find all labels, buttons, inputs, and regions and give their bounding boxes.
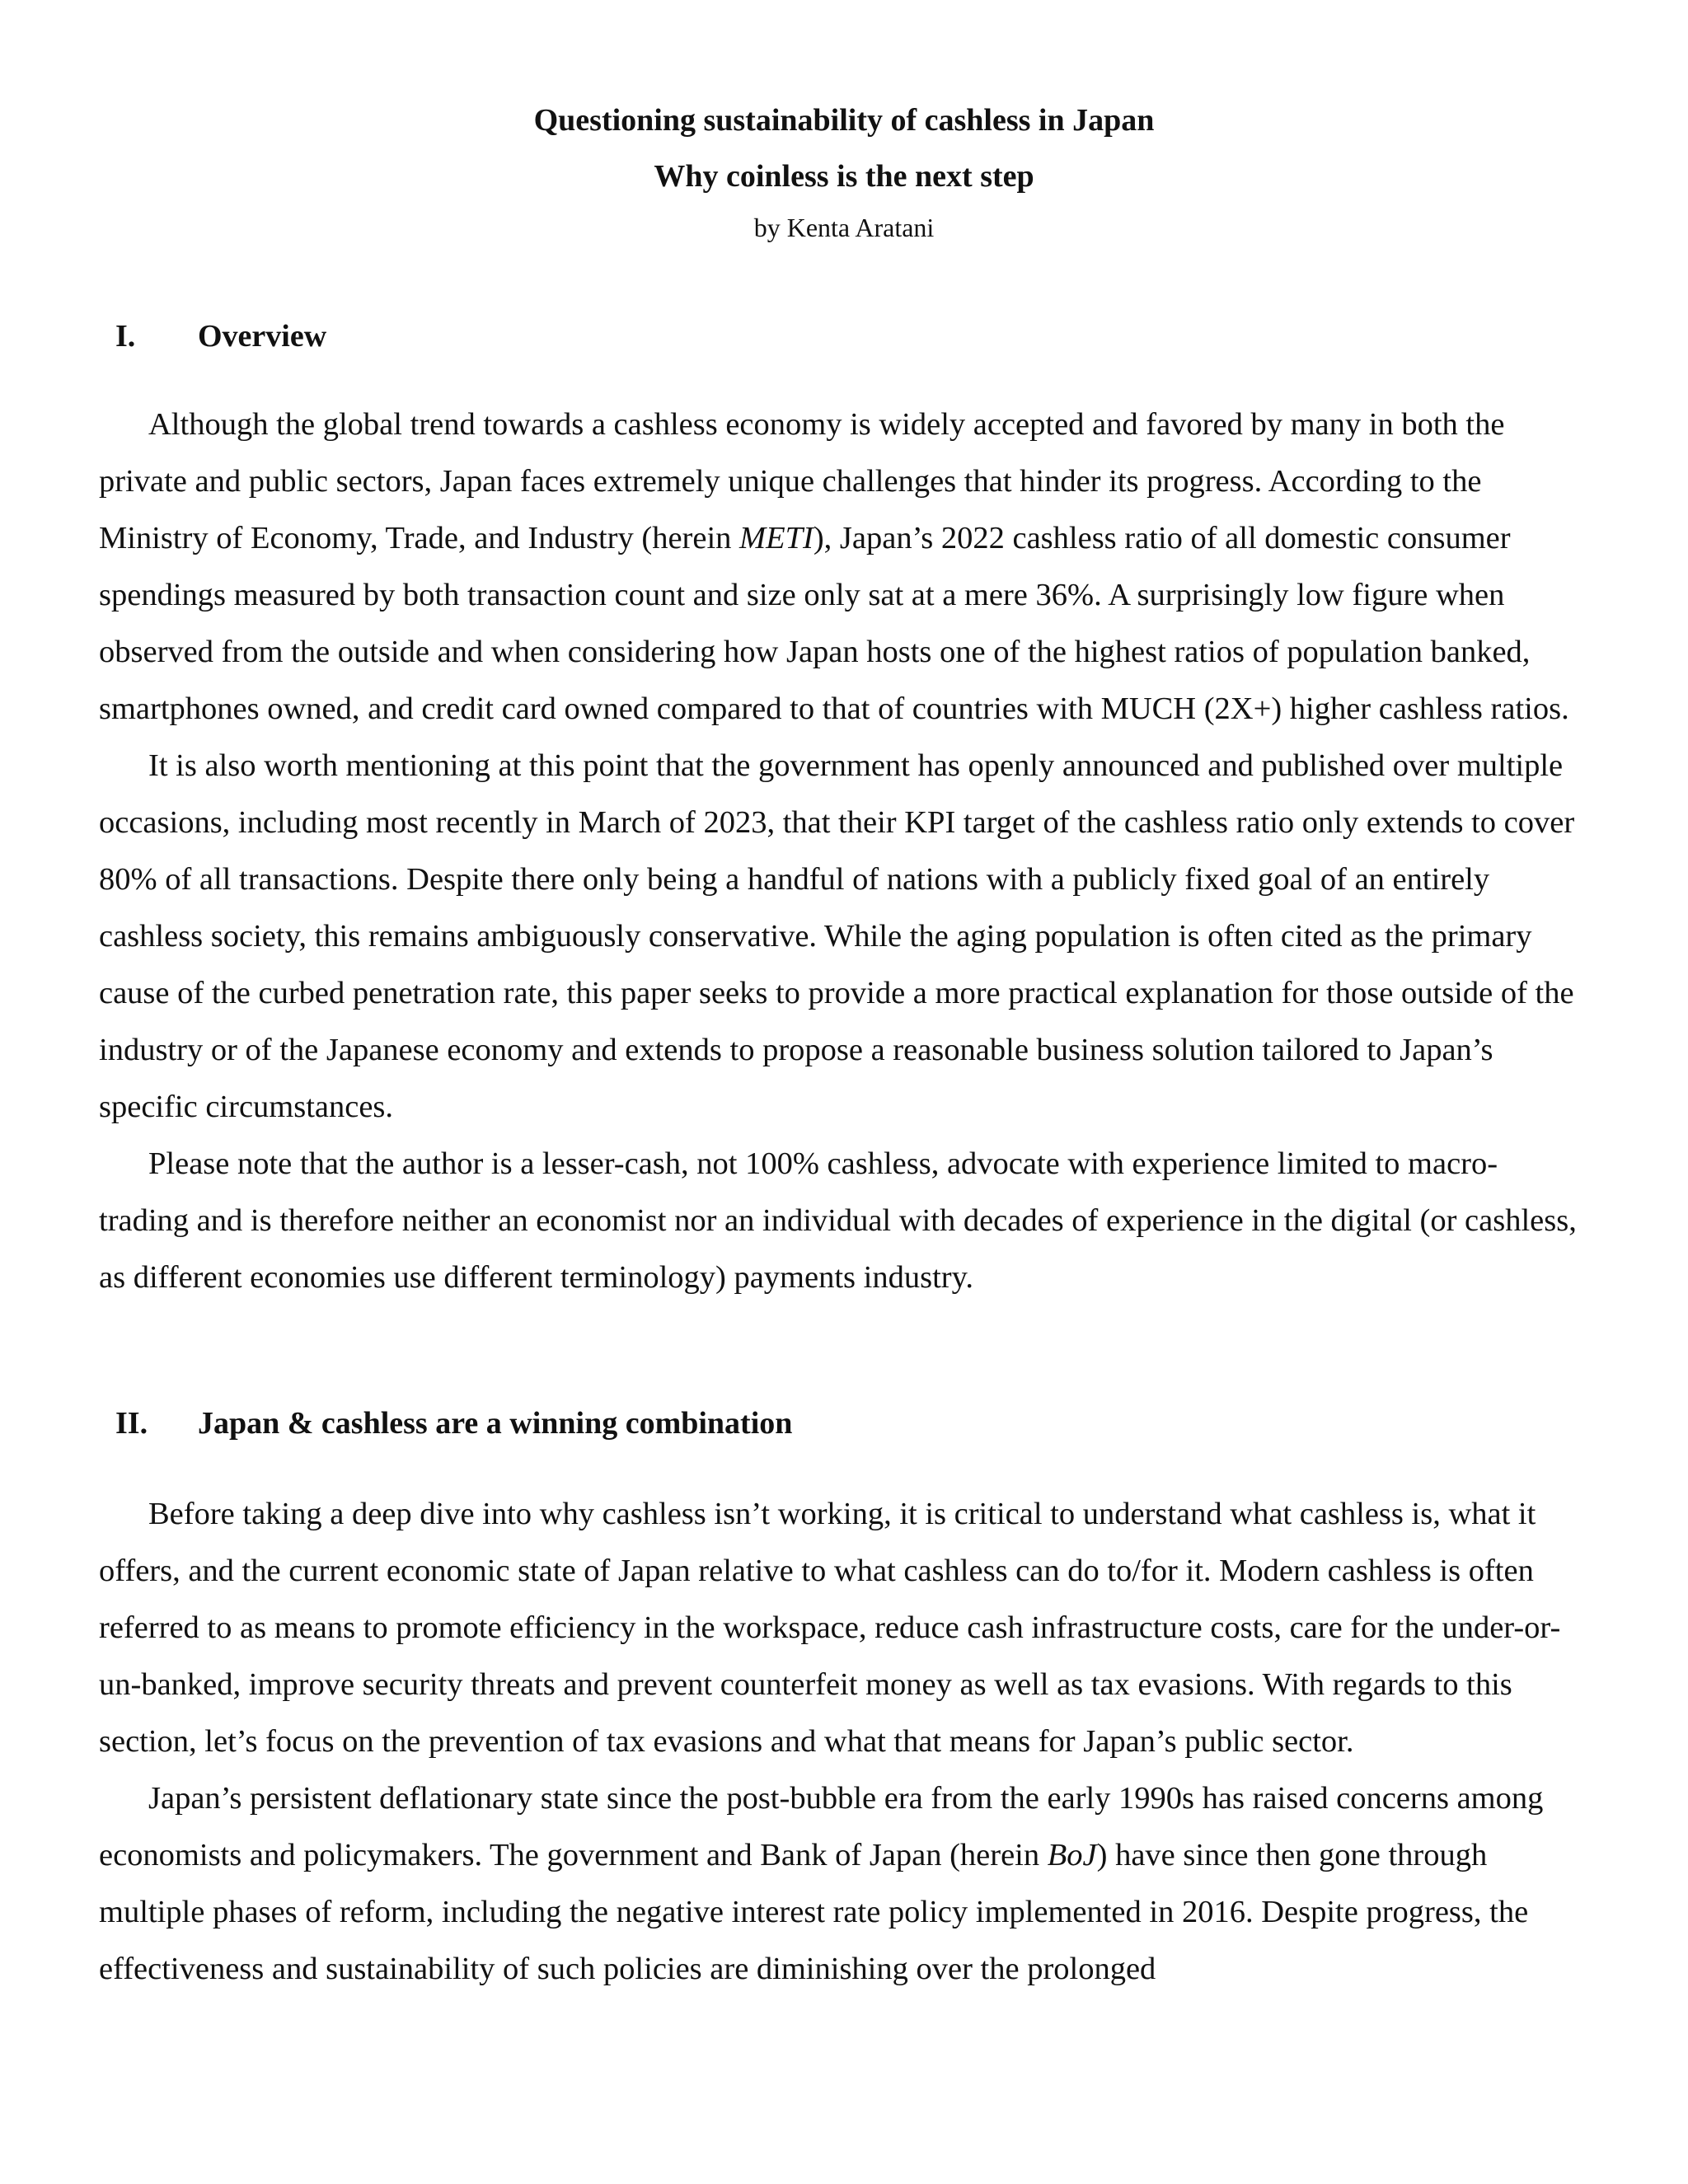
title-block — [0, 92, 1688, 251]
document-title: Questioning sustainability of cashless in Japan — [533, 103, 1155, 138]
section-title: Japan & cashless are a winning combination — [198, 1406, 793, 1441]
paragraph: Japan’s persistent deflationary state since the post-bubble era from the early 1990s has raised concerns among economists and policymakers. The government and Bank of Japan (herein BoJ) have since then gone through multiple phases of reform, including the negative interest rate policy implemented in 2016. Despite progress, the effectiveness and sustainability of such policies are diminishing over the prolonged — [99, 1781, 1544, 1986]
author-byline: by Kenta Aratani — [753, 213, 935, 242]
acronym-meti: METI — [739, 521, 814, 555]
section-number: I. — [115, 319, 136, 354]
section-heading-overview — [115, 316, 326, 357]
acronym-boj: BoJ — [1047, 1838, 1097, 1872]
section-body-winning-combination — [99, 1486, 1582, 1998]
document-subtitle: Why coinless is the next step — [654, 159, 1034, 194]
section-heading-winning-combination — [115, 1403, 792, 1444]
paragraph: Please note that the author is a lesser-cash, not 100% cashless, advocate with experience limited to macro-trading and is therefore neither an economist nor an individual with decades of experience in the digital (or cashless, as different economies use different terminology) payments industry. — [99, 1146, 1577, 1295]
paragraph: Before taking a deep dive into why cashless isn’t working, it is critical to understand what cashless is, what it offers, and the current economic state of Japan relative to what cashless can do to/for it. Modern cashless is often referred to as means to promote efficiency in the workspace, reduce cash infrastructure costs, care for the under-or-un-banked, improve security threats and prevent counterfeit money as well as tax evasions. With regards to this section, let’s focus on the prevention of tax evasions and what that means for Japan’s public sector. — [99, 1497, 1561, 1759]
section-title: Overview — [198, 319, 327, 354]
section-body-overview — [99, 396, 1582, 1306]
section-number: II. — [115, 1406, 148, 1441]
paragraph: Although the global trend towards a cashless economy is widely accepted and favored by many in both the private and public sectors, Japan faces extremely unique challenges that hinder its progress. According to the Ministry of Economy, Trade, and Industry (herein METI), Japan’s 2022 cashless ratio of all domestic consumer spendings measured by both transaction count and size only sat at a mere 36%. A surprisingly low figure when observed from the outside and when considering how Japan hosts one of the highest ratios of population banked, smartphones owned, and credit card owned compared to that of countries with MUCH (2X+) higher cashless ratios. — [99, 407, 1569, 726]
paragraph: It is also worth mentioning at this point that the government has openly announced and published over multiple occasions, including most recently in March of 2023, that their KPI target of the cashless ratio only extends to cover 80% of all transactions. Despite there only being a handful of nations with a publicly fixed goal of an entirely cashless society, this remains ambiguously conservative. While the aging population is often cited as the primary cause of the curbed penetration rate, this paper seeks to provide a more practical explanation for those outside of the industry or of the Japanese economy and extends to propose a reasonable business solution tailored to Japan’s specific circumstances. — [99, 748, 1575, 1124]
